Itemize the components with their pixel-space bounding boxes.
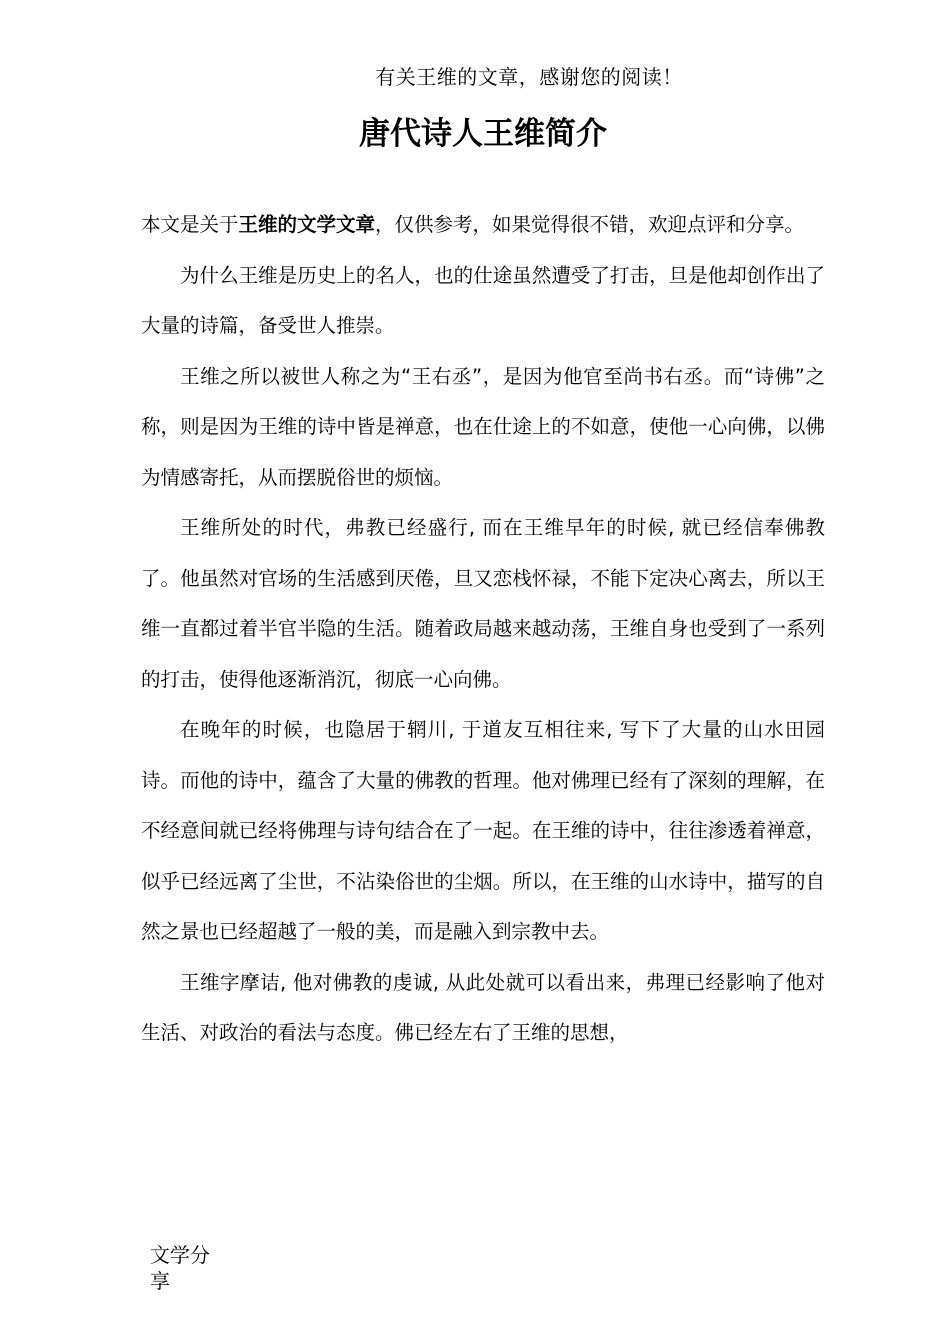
footer-note: 文学分享 bbox=[150, 1243, 210, 1293]
body-paragraph-4: 在晚年的时候，也隐居于辋川, 于道友互相往来, 写下了大量的山水田园诗。而他的诗中，蕴含了大量的佛教的哲理。他对佛理已经有了深刻的理解，在不经意间就已经将佛理与诗句结合在了一起。在王维的诗中，往往渗透着禅意，似乎已经远离了尘世，不沾染俗世的尘烟。所以，在王维的山水诗中，描写的自然之景也已经超越了一般的美，而是融入到宗教中去。 bbox=[141, 718, 825, 943]
page-title: 唐代诗人王维简介 bbox=[359, 116, 607, 152]
intro-paragraph bbox=[141, 200, 825, 251]
intro-emphasis: 王维的文学文章 bbox=[238, 213, 376, 236]
body-paragraph-1: 为什么王维是历史上的名人，也的仕途虽然遭受了打击，旦是他却创作出了大量的诗篇，备受世人推崇。 bbox=[141, 263, 825, 337]
intro-text-after: ，仅供参考，如果觉得很不错，欢迎点评和分享。 bbox=[375, 213, 805, 236]
intro-text-before: 本文是关于 bbox=[141, 213, 239, 236]
header-note: 有关王维的文章，感谢您的阅读！ bbox=[375, 65, 683, 89]
article-body bbox=[141, 200, 825, 1059]
body-paragraph-5: 王维字摩诘, 他对佛教的虔诚, 从此处就可以看出来，弗理已经影响了他对生活、对政治的看法与态度。佛已经左右了王维的思想， bbox=[141, 970, 825, 1044]
body-paragraph-3: 王维所处的时代，弗教已经盛行, 而在王维早年的时候, 就已经信奉佛教了。他虽然对官场的生活感到厌倦，旦又恋栈怀禄，不能下定决心离去，所以王维一直都过着半官半隐的生活。随着政局越来越动荡，王维自身也受到了一系列的打击，使得他逐渐消沉，彻底一心向佛。 bbox=[141, 516, 825, 691]
body-paragraph-2: 王维之所以被世人称之为“王右丞”，是因为他官至尚书右丞。而“诗佛”之称，则是因为王维的诗中皆是禅意，也在仕途上的不如意，使他一心向佛，以佛为情感寄托，从而摆脱俗世的烦恼。 bbox=[141, 364, 825, 489]
